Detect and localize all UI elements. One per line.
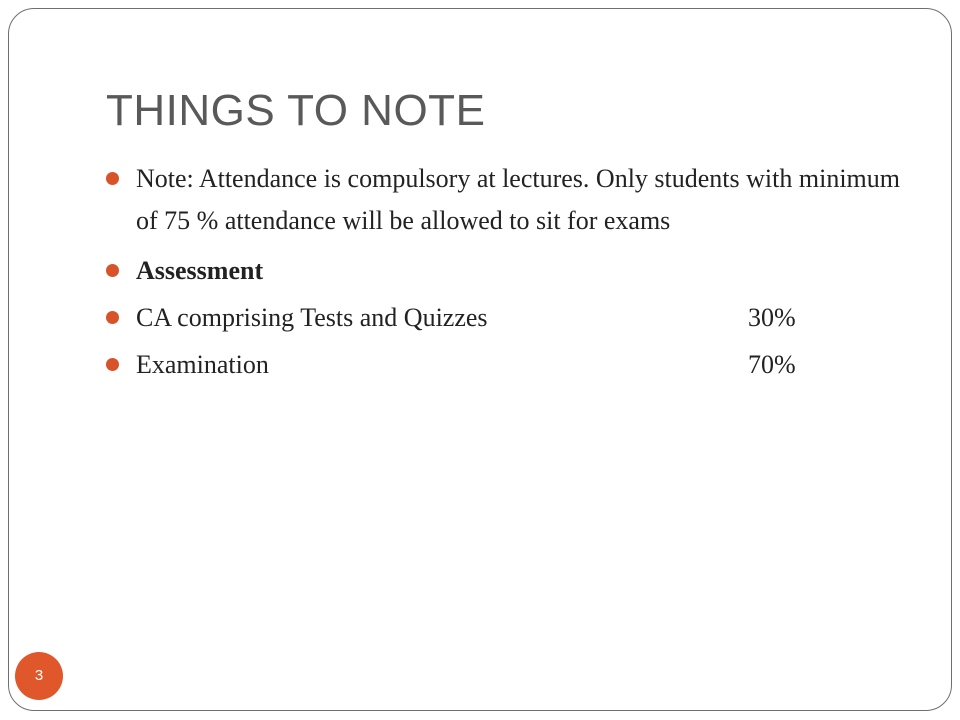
bullet-examination xyxy=(106,344,906,386)
bullet-dot-icon xyxy=(106,264,119,277)
ca-label: CA comprising Tests and Quizzes xyxy=(136,303,488,332)
bullet-dot-icon xyxy=(106,311,119,324)
bullet-dot-icon xyxy=(106,358,119,371)
attendance-note-text: Note: Attendance is compulsory at lectures. Only students with minimum of 75 % attendance will be allowed to sit for exams xyxy=(136,164,900,235)
page-number-badge: 3 xyxy=(15,652,63,700)
exam-value: 70% xyxy=(748,350,796,379)
bullet-assessment xyxy=(106,250,906,292)
bullet-attendance-note xyxy=(106,158,906,242)
slide-title: THINGS TO NOTE xyxy=(106,86,486,135)
bullet-ca xyxy=(106,297,906,339)
bullet-dot-icon xyxy=(106,172,119,185)
exam-label: Examination xyxy=(136,350,269,379)
bullet-list xyxy=(106,158,906,391)
ca-value: 30% xyxy=(748,303,796,332)
assessment-heading: Assessment xyxy=(136,256,264,285)
